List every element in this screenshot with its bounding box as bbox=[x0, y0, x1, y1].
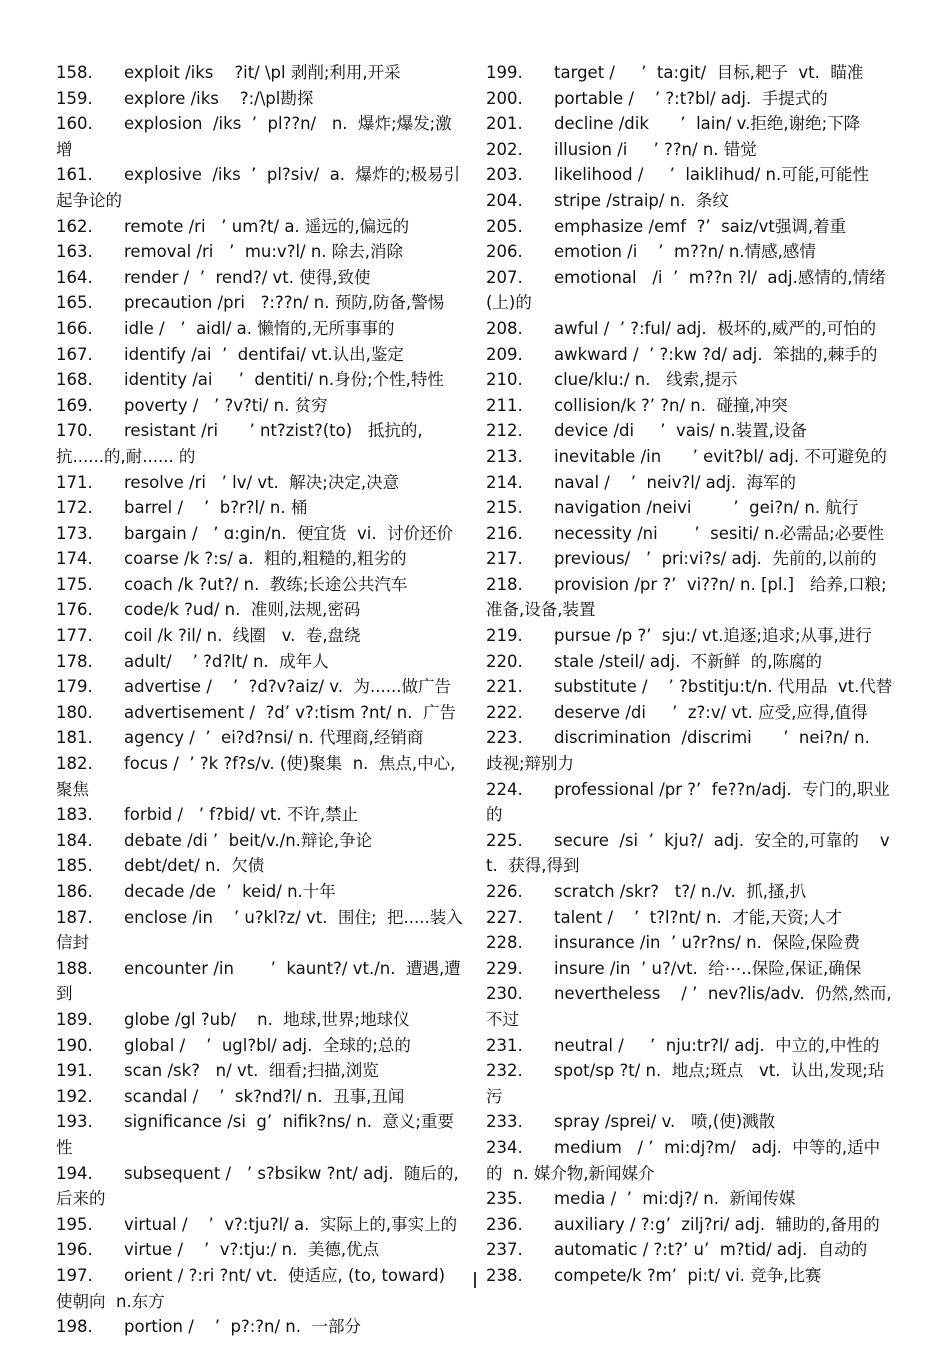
vocab-entry bbox=[56, 1033, 468, 1059]
entry-text: neutral / ’ nju:tr?l/ adj. 中立的,中性的 bbox=[554, 1035, 880, 1055]
entry-number: 217. bbox=[486, 549, 523, 569]
entry-text: agency / ’ ei?d?nsi/ n. 代理商,经销商 bbox=[124, 728, 424, 748]
entry-text: illusion /i ’ ??n/ n. 错觉 bbox=[554, 139, 757, 159]
entry-number: 174. bbox=[56, 549, 93, 569]
entry-text: render / ’ rend?/ vt. 使得,致使 bbox=[124, 267, 371, 287]
entry-text: decade /de ’ keid/ n.十年 bbox=[124, 882, 336, 901]
entry-number: 198. bbox=[56, 1317, 93, 1337]
vocab-entry bbox=[486, 316, 894, 342]
entry-number: 211. bbox=[486, 395, 523, 415]
entry-text: provision /pr ?’ vi??n/ n. [pl.] 给养,口粮;准备,设备,装置 bbox=[486, 574, 887, 620]
entry-number: 223. bbox=[486, 728, 523, 748]
entry-text: inevitable /in ’ evit?bl/ adj. 不可避免的 bbox=[554, 446, 887, 466]
entry-number: 197. bbox=[56, 1265, 93, 1285]
entry-number: 161. bbox=[56, 165, 93, 185]
vocab-entry bbox=[486, 649, 894, 675]
vocab-entry bbox=[486, 111, 894, 137]
entry-number: 209. bbox=[486, 344, 523, 364]
vocab-entry bbox=[56, 1058, 468, 1084]
entry-text: explore /iks ?:/\pl勘探 bbox=[124, 88, 314, 108]
vocab-entry bbox=[486, 674, 894, 700]
entry-text: necessity /ni ’ sesiti/ n.必需品;必要性 bbox=[554, 523, 885, 543]
entry-number: 238. bbox=[486, 1265, 523, 1285]
entry-text: spray /sprei/ v. 喷,(使)溅散 bbox=[554, 1112, 776, 1132]
vocab-entry bbox=[56, 905, 468, 956]
entry-text: device /di ’ vais/ n.装置,设备 bbox=[554, 421, 807, 441]
entry-text: portable / ’ ?:t?bl/ adj. 手提式的 bbox=[554, 88, 828, 108]
entry-number: 185. bbox=[56, 856, 93, 876]
entry-number: 167. bbox=[56, 344, 93, 364]
entry-number: 178. bbox=[56, 651, 93, 671]
vocab-entry bbox=[486, 777, 894, 828]
entry-text: emotional /i ’ m??n ?l/ adj.感情的,情绪(上)的 bbox=[486, 267, 886, 313]
entry-text: adult/ ’ ?d?lt/ n. 成年人 bbox=[124, 651, 329, 671]
vocab-entry bbox=[56, 623, 468, 649]
entry-number: 195. bbox=[56, 1214, 93, 1234]
vocab-entry bbox=[56, 700, 468, 726]
vocab-entry bbox=[486, 1263, 894, 1289]
vocab-entry bbox=[486, 1109, 894, 1135]
vocab-entry bbox=[486, 367, 894, 393]
entry-text: awful / ’ ?:ful/ adj. 极坏的,威严的,可怕的 bbox=[554, 318, 877, 338]
entry-text: previous/ ’ pri:vi?s/ adj. 先前的,以前的 bbox=[554, 549, 877, 569]
vocab-entry bbox=[56, 546, 468, 572]
entry-text: scan /sk? n/ vt. 细看;扫描,浏览 bbox=[124, 1061, 379, 1081]
entry-text: pursue /p ?’ sju:/ vt.追逐;追求;从事,进行 bbox=[554, 626, 872, 646]
entry-number: 221. bbox=[486, 677, 523, 697]
entry-number: 206. bbox=[486, 242, 523, 262]
vocab-entry bbox=[56, 162, 468, 213]
vocab-entry bbox=[56, 470, 468, 496]
vocab-entry bbox=[486, 239, 894, 265]
vocab-entry bbox=[486, 1033, 894, 1059]
entry-number: 224. bbox=[486, 779, 523, 799]
vocab-entry bbox=[56, 674, 468, 700]
entry-number: 227. bbox=[486, 907, 523, 927]
vocab-entry bbox=[56, 265, 468, 291]
vocab-entry bbox=[56, 802, 468, 828]
entry-number: 212. bbox=[486, 421, 523, 441]
entry-number: 187. bbox=[56, 907, 93, 927]
entry-text: remote /ri ’ um?t/ a. 遥远的,偏远的 bbox=[124, 216, 410, 236]
vocab-entry bbox=[56, 956, 468, 1007]
entry-text: scandal / ’ sk?nd?l/ n. 丑事,丑闻 bbox=[124, 1086, 405, 1106]
entry-text: code/k ?ud/ n. 准则,法规,密码 bbox=[124, 600, 361, 620]
entry-text: stale /steil/ adj. 不新鲜 的,陈腐的 bbox=[554, 651, 823, 671]
entry-text: discrimination /discrimi ’ nei?n/ n. 歧视;辩别力 bbox=[486, 728, 881, 774]
entry-text: naval / ’ neiv?l/ adj. 海军的 bbox=[554, 472, 797, 492]
entry-number: 204. bbox=[486, 190, 523, 210]
entry-number: 180. bbox=[56, 702, 93, 722]
entry-text: coil /k ?il/ n. 线圈 v. 卷,盘绕 bbox=[124, 626, 361, 646]
vocab-entry bbox=[56, 393, 468, 419]
vocab-entry bbox=[486, 60, 894, 86]
entry-text: exploit /iks ?it/ \pl 剥削;利用,开采 bbox=[124, 63, 401, 82]
vocab-entry bbox=[486, 879, 894, 905]
entry-number: 236. bbox=[486, 1214, 523, 1234]
vocab-entry bbox=[486, 86, 894, 112]
vocab-entry bbox=[56, 316, 468, 342]
entry-text: orient / ?:ri ?nt/ vt. 使适应, (to, toward) 使朝向 n.东方 bbox=[56, 1265, 456, 1311]
entry-number: 164. bbox=[56, 267, 93, 287]
entry-number: 160. bbox=[56, 114, 93, 134]
entry-number: 175. bbox=[56, 574, 93, 594]
entry-number: 235. bbox=[486, 1189, 523, 1209]
entry-number: 179. bbox=[56, 677, 93, 697]
entry-text: talent / ’ t?l?nt/ n. 才能,天资;人才 bbox=[554, 907, 843, 927]
vocab-entry bbox=[56, 367, 468, 393]
entry-text: virtual / ’ v?:tju?l/ a. 实际上的,事实上的 bbox=[124, 1214, 458, 1234]
vocab-entry bbox=[486, 956, 894, 982]
entry-text: coach /k ?ut?/ n. 教练;长途公共汽车 bbox=[124, 574, 408, 594]
vocab-entry bbox=[486, 828, 894, 879]
entry-text: barrel / ’ b?r?l/ n. 桶 bbox=[124, 498, 308, 518]
entry-number: 219. bbox=[486, 626, 523, 646]
vocab-entry bbox=[56, 649, 468, 675]
vocab-entry bbox=[56, 1263, 468, 1314]
vocab-entry bbox=[56, 879, 468, 905]
entry-number: 192. bbox=[56, 1086, 93, 1106]
entry-text: compete/k ?m’ pi:t/ vi. 竞争,比赛 bbox=[554, 1265, 822, 1285]
entry-number: 229. bbox=[486, 958, 523, 978]
entry-text: scratch /skr? t?/ n./v. 抓,搔,扒 bbox=[554, 882, 807, 901]
entry-text: focus / ’ ?k ?f?s/v. (使)聚集 n. 焦点,中心,聚焦 bbox=[56, 754, 456, 799]
vocab-entry bbox=[486, 572, 894, 623]
entry-number: 162. bbox=[56, 216, 93, 236]
entry-text: nevertheless / ’ nev?lis/adv. 仍然,然而,不过 bbox=[486, 984, 892, 1029]
vocab-entry bbox=[56, 1109, 468, 1160]
vocab-entry bbox=[486, 265, 894, 316]
entry-text: advertisement / ?d’ v?:tism ?nt/ n. 广告 bbox=[124, 702, 456, 722]
vocab-entry bbox=[56, 1314, 468, 1340]
entry-text: secure /si ’ kju?/ adj. 安全的,可靠的 vt. 获得,得到 bbox=[486, 830, 890, 876]
entry-text: automatic / ?:t?’ u’ m?tid/ adj. 自动的 bbox=[554, 1240, 868, 1260]
vocab-entry bbox=[486, 981, 894, 1032]
entry-number: 202. bbox=[486, 139, 523, 159]
entry-text: likelihood / ’ laiklihud/ n.可能,可能性 bbox=[554, 165, 869, 185]
entry-text: awkward / ’ ?:kw ?d/ adj. 笨拙的,棘手的 bbox=[554, 344, 878, 364]
entry-text: poverty / ’ ?v?ti/ n. 贫穷 bbox=[124, 395, 328, 415]
right-column bbox=[486, 60, 894, 1289]
vocab-entry bbox=[486, 495, 894, 521]
entry-text: coarse /k ?:s/ a. 粗的,粗糙的,粗劣的 bbox=[124, 549, 407, 569]
entry-text: stripe /straip/ n. 条纹 bbox=[554, 190, 729, 210]
entry-text: explosion /iks ’ pl??n/ n. 爆炸;爆发;激增 bbox=[56, 114, 452, 159]
entry-number: 207. bbox=[486, 267, 523, 287]
vocab-entry bbox=[486, 521, 894, 547]
entry-number: 237. bbox=[486, 1240, 523, 1260]
entry-text: identify /ai ’ dentifai/ vt.认出,鉴定 bbox=[124, 344, 404, 364]
entry-number: 214. bbox=[486, 472, 523, 492]
vocab-entry bbox=[56, 239, 468, 265]
entry-text: insure /in ’ u?/vt. 给⋯..保险,保证,确保 bbox=[554, 958, 862, 978]
entry-number: 199. bbox=[486, 63, 523, 82]
vocab-entry bbox=[486, 725, 894, 776]
entry-number: 225. bbox=[486, 830, 523, 850]
vocab-entry bbox=[486, 162, 894, 188]
vocab-entry bbox=[486, 546, 894, 572]
entry-text: globe /gl ?ub/ n. 地球,世界;地球仪 bbox=[124, 1009, 410, 1029]
entry-number: 233. bbox=[486, 1112, 523, 1132]
entry-text: insurance /in ’ u?r?ns/ n. 保险,保险费 bbox=[554, 933, 861, 953]
vocab-entry bbox=[486, 1135, 894, 1186]
vocab-entry bbox=[56, 597, 468, 623]
vocab-entry bbox=[56, 290, 468, 316]
entry-number: 166. bbox=[56, 318, 93, 338]
entry-number: 216. bbox=[486, 523, 523, 543]
entry-text: bargain / ’ ɑ:gin/n. 便宜货 vi. 讨价还价 bbox=[124, 523, 454, 543]
entry-number: 181. bbox=[56, 728, 93, 748]
entry-text: clue/klu:/ n. 线索,提示 bbox=[554, 370, 738, 390]
vocab-entry bbox=[486, 393, 894, 419]
vocab-entry bbox=[56, 725, 468, 751]
entry-number: 201. bbox=[486, 114, 523, 134]
entry-text: significance /si g’ nifik?ns/ n. 意义;重要性 bbox=[56, 1112, 454, 1157]
entry-number: 205. bbox=[486, 216, 523, 236]
entry-number: 186. bbox=[56, 882, 93, 901]
vocab-entry bbox=[486, 700, 894, 726]
entry-text: professional /pr ?’ fe??n/adj. 专门的,职业的 bbox=[486, 779, 890, 825]
entry-number: 176. bbox=[56, 600, 93, 620]
entry-number: 183. bbox=[56, 805, 93, 825]
entry-number: 218. bbox=[486, 574, 523, 594]
entry-number: 158. bbox=[56, 63, 93, 82]
vocab-entry bbox=[56, 1212, 468, 1238]
entry-number: 193. bbox=[56, 1112, 93, 1132]
entry-text: media / ’ mi:dj?/ n. 新闻传媒 bbox=[554, 1189, 796, 1209]
entry-number: 172. bbox=[56, 498, 93, 518]
left-column bbox=[56, 60, 468, 1340]
entry-text: medium / ’ mi:dj?m/ adj. 中等的,适中的 n. 媒介物,新闻媒介 bbox=[486, 1137, 881, 1183]
entry-number: 194. bbox=[56, 1163, 93, 1183]
entry-number: 203. bbox=[486, 165, 523, 185]
vocab-entry bbox=[486, 444, 894, 470]
entry-number: 228. bbox=[486, 933, 523, 953]
entry-number: 190. bbox=[56, 1035, 93, 1055]
entry-number: 226. bbox=[486, 882, 523, 901]
entry-number: 188. bbox=[56, 958, 93, 978]
vocab-entry bbox=[56, 86, 468, 112]
entry-number: 222. bbox=[486, 702, 523, 722]
entry-text: precaution /pri ?:??n/ n. 预防,防备,警惕 bbox=[124, 293, 445, 313]
vocab-entry bbox=[56, 342, 468, 368]
entry-text: auxiliary / ?:g’ zilj?ri/ adj. 辅助的,备用的 bbox=[554, 1214, 880, 1234]
entry-text: navigation /neivi ’ gei?n/ n. 航行 bbox=[554, 498, 859, 518]
entry-number: 231. bbox=[486, 1035, 523, 1055]
entry-number: 170. bbox=[56, 421, 93, 441]
entry-text: enclose /in ’ u?kl?z/ vt. 围住; 把.....装入信封 bbox=[56, 907, 463, 953]
vocab-entry bbox=[56, 751, 468, 802]
entry-number: 168. bbox=[56, 370, 93, 390]
vocab-entry bbox=[486, 214, 894, 240]
entry-text: emotion /i ’ m??n/ n.情感,感情 bbox=[554, 242, 816, 262]
vocab-entry bbox=[56, 853, 468, 879]
entry-text: resistant /ri ’ nt?zist?(to) 抵抗的,抗......的,耐...... 的 bbox=[56, 421, 423, 466]
entry-number: 173. bbox=[56, 523, 93, 543]
vocab-entry bbox=[56, 1084, 468, 1110]
entry-text: global / ’ ugl?bl/ adj. 全球的;总的 bbox=[124, 1035, 411, 1055]
entry-number: 163. bbox=[56, 242, 93, 262]
vocab-entry bbox=[486, 137, 894, 163]
entry-text: portion / ’ p?:?n/ n. 一部分 bbox=[124, 1317, 361, 1337]
entry-number: 171. bbox=[56, 472, 93, 492]
entry-number: 191. bbox=[56, 1061, 93, 1081]
vocab-entry bbox=[56, 214, 468, 240]
entry-number: 234. bbox=[486, 1137, 523, 1157]
vocab-entry bbox=[56, 60, 468, 86]
entry-text: advertise / ’ ?d?v?aiz/ v. 为......做广告 bbox=[124, 677, 451, 697]
entry-number: 208. bbox=[486, 318, 523, 338]
entry-number: 230. bbox=[486, 984, 523, 1004]
entry-text: emphasize /emf ?’ saiz/vt强调,着重 bbox=[554, 216, 847, 236]
entry-text: target / ’ ta:git/ 目标,耙子 vt. 瞄准 bbox=[554, 63, 864, 82]
vocab-entry bbox=[56, 418, 468, 469]
entry-number: 196. bbox=[56, 1240, 93, 1260]
entry-number: 169. bbox=[56, 395, 93, 415]
entry-text: explosive /iks ’ pl?siv/ a. 爆炸的;极易引起争论的 bbox=[56, 165, 461, 210]
entry-text: subsequent / ’ s?bsikw ?nt/ adj. 随后的,后来的 bbox=[56, 1163, 459, 1209]
entry-number: 220. bbox=[486, 651, 523, 671]
vocab-entry bbox=[486, 470, 894, 496]
vocab-entry bbox=[486, 623, 894, 649]
entry-number: 184. bbox=[56, 830, 93, 850]
vocab-entry bbox=[486, 1058, 894, 1109]
entry-number: 159. bbox=[56, 88, 93, 108]
vocab-entry bbox=[486, 1186, 894, 1212]
entry-text: decline /dik ’ lain/ v.拒绝,谢绝;下降 bbox=[554, 114, 861, 134]
vocab-entry bbox=[56, 495, 468, 521]
entry-text: virtue / ’ v?:tju:/ n. 美德,优点 bbox=[124, 1240, 380, 1260]
entry-number: 215. bbox=[486, 498, 523, 518]
entry-number: 210. bbox=[486, 370, 523, 390]
vocab-entry bbox=[56, 111, 468, 162]
vocab-entry bbox=[56, 572, 468, 598]
entry-text: resolve /ri ’ lv/ vt. 解决;决定,决意 bbox=[124, 472, 400, 492]
vocab-entry bbox=[486, 188, 894, 214]
entry-text: spot/sp ?t/ n. 地点;斑点 vt. 认出,发现;玷污 bbox=[486, 1061, 885, 1106]
entry-number: 232. bbox=[486, 1061, 523, 1081]
entry-text: idle / ’ aidl/ a. 懒惰的,无所事事的 bbox=[124, 318, 395, 338]
vocab-entry bbox=[56, 1237, 468, 1263]
entry-text: identity /ai ’ dentiti/ n.身份;个性,特性 bbox=[124, 370, 444, 390]
vocab-entry bbox=[486, 905, 894, 931]
vocab-entry bbox=[486, 1212, 894, 1238]
entry-text: deserve /di ’ z?:v/ vt. 应受,应得,值得 bbox=[554, 702, 868, 722]
entry-text: debate /di ’ beit/v./n.辩论,争论 bbox=[124, 830, 373, 850]
entry-number: 177. bbox=[56, 626, 93, 646]
entry-text: debt/det/ n. 欠债 bbox=[124, 856, 265, 876]
entry-text: collision/k ?’ ?n/ n. 碰撞,冲突 bbox=[554, 395, 788, 415]
entry-number: 213. bbox=[486, 446, 523, 466]
entry-number: 165. bbox=[56, 293, 93, 313]
entry-text: encounter /in ’ kaunt?/ vt./n. 遭遇,遭到 bbox=[56, 958, 461, 1004]
entry-text: forbid / ’ f?bid/ vt. 不许,禁止 bbox=[124, 805, 359, 825]
entry-text: removal /ri ’ mu:v?l/ n. 除去,消除 bbox=[124, 242, 404, 262]
vocab-entry bbox=[486, 342, 894, 368]
vocab-entry bbox=[56, 1007, 468, 1033]
vocab-entry bbox=[486, 930, 894, 956]
vocab-entry bbox=[56, 828, 468, 854]
entry-number: 189. bbox=[56, 1009, 93, 1029]
entry-text: substitute / ’ ?bstitju:t/n. 代用品 vt.代替 bbox=[554, 677, 893, 697]
page-marker bbox=[474, 1272, 476, 1288]
entry-number: 182. bbox=[56, 754, 93, 774]
vocab-entry bbox=[56, 521, 468, 547]
vocab-entry bbox=[56, 1161, 468, 1212]
vocab-entry bbox=[486, 418, 894, 444]
entry-number: 200. bbox=[486, 88, 523, 108]
vocab-entry bbox=[486, 1237, 894, 1263]
